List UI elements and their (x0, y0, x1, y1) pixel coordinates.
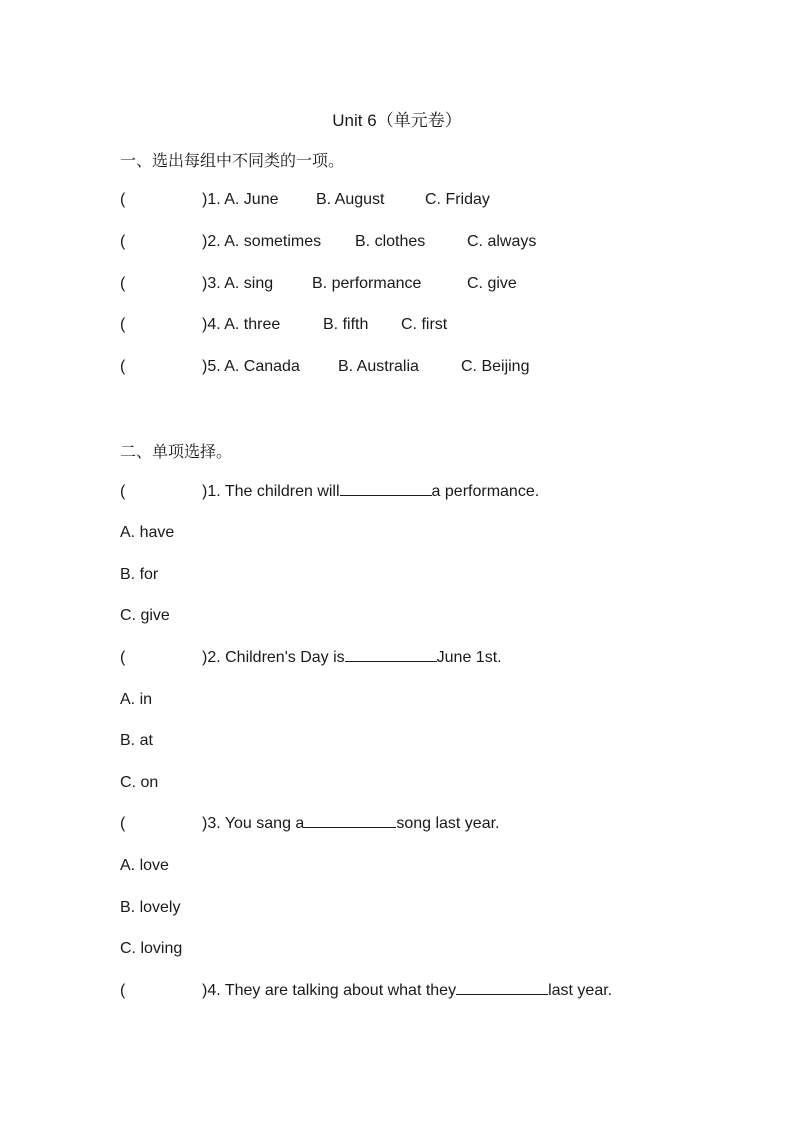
page-title: Unit 6（单元卷） (332, 111, 462, 130)
question-text-end: June 1st. (436, 649, 502, 666)
s2-q1-option-a: A. have (120, 524, 175, 541)
answer-paren[interactable]: ( (120, 316, 126, 333)
s2-q1-option-c: C. give (120, 607, 170, 624)
s2-q3-option-b: B. lovely (120, 899, 181, 916)
option-b: B. performance (312, 275, 422, 292)
option-c: C. first (401, 316, 448, 333)
option-c: C. Friday (425, 191, 490, 208)
s2-q2-option-c: C. on (120, 774, 159, 791)
answer-paren[interactable]: ( (120, 358, 126, 375)
question-text: )3. You sang a (202, 815, 305, 832)
option-b: B. August (316, 191, 385, 208)
s2-q1-option-b: B. for (120, 566, 159, 583)
fill-blank[interactable] (345, 647, 437, 662)
answer-paren[interactable]: ( (120, 483, 126, 500)
question-text: )4. They are talking about what they (202, 982, 457, 999)
option-c: C. give (467, 275, 517, 292)
option-b: B. Australia (338, 358, 419, 375)
question-text-end: last year. (548, 982, 613, 999)
fill-blank[interactable] (456, 980, 548, 995)
s2-q2-option-b: B. at (120, 732, 153, 749)
fill-blank[interactable] (304, 813, 396, 828)
question-text-end: song last year. (396, 815, 500, 832)
answer-paren[interactable]: ( (120, 191, 126, 208)
option-a: )1. A. June (202, 191, 279, 208)
answer-paren[interactable]: ( (120, 649, 126, 666)
s2-q3-option-c: C. loving (120, 940, 183, 957)
section2-heading: 二、单项选择。 (120, 444, 233, 461)
option-a: )2. A. sometimes (202, 233, 322, 250)
option-b: B. fifth (323, 316, 369, 333)
question-text: )2. Children's Day is (202, 649, 345, 666)
option-c: C. always (467, 233, 537, 250)
option-b: B. clothes (355, 233, 426, 250)
fill-blank[interactable] (340, 481, 432, 496)
option-c: C. Beijing (461, 358, 530, 375)
question-text: )1. The children will (202, 483, 340, 500)
option-a: )4. A. three (202, 316, 281, 333)
section1-heading: 一、选出每组中不同类的一项。 (120, 153, 345, 170)
answer-paren[interactable]: ( (120, 815, 126, 832)
option-a: )5. A. Canada (202, 358, 300, 375)
s2-q3-option-a: A. love (120, 857, 169, 874)
s2-q2-option-a: A. in (120, 691, 153, 708)
answer-paren[interactable]: ( (120, 982, 126, 999)
answer-paren[interactable]: ( (120, 233, 126, 250)
question-text-end: a performance. (431, 483, 540, 500)
option-a: )3. A. sing (202, 275, 274, 292)
answer-paren[interactable]: ( (120, 275, 126, 292)
